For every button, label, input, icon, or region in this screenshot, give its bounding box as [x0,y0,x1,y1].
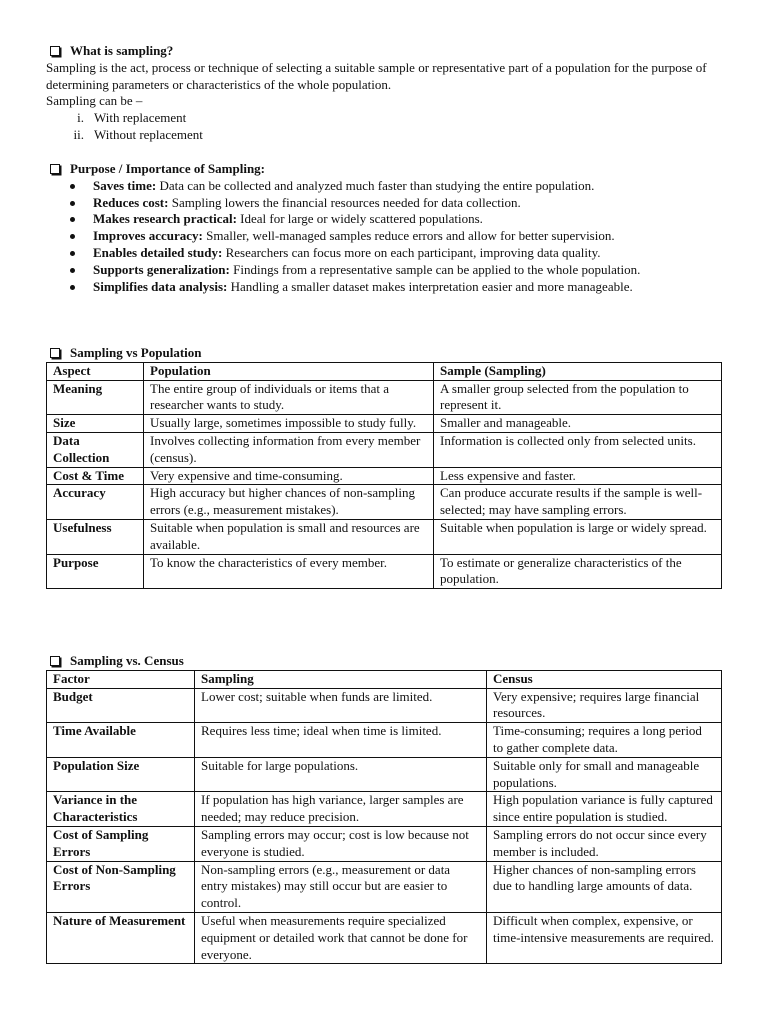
list-text: With replacement [94,110,187,126]
section-heading [46,43,726,60]
population-table [46,362,722,589]
population-section [46,345,726,589]
row-label: Cost of Sampling Errors [47,826,195,861]
table-row [47,485,722,520]
table-cell: Less expensive and faster. [434,467,722,485]
table-cell: High population variance is fully captured since entire population is studied. [487,792,722,827]
column-header: Aspect [47,362,144,380]
table-cell: To estimate or generalize characteristics of the population. [434,554,722,589]
item-text: Ideal for large or widely scattered populations. [236,211,483,227]
table-cell: Sampling errors may occur; cost is low because not everyone is studied. [195,826,487,861]
table-row [47,688,722,723]
list-item [46,245,726,262]
census-section [46,653,726,964]
row-label: Data Collection [47,432,144,467]
table-cell: Suitable when population is large or widely spread. [434,519,722,554]
table-row [47,554,722,589]
table-cell: Non-sampling errors (e.g., measurement or data entry mistakes) may still occur but are easier to control. [195,861,487,912]
row-label: Size [47,415,144,433]
heading-text: What is sampling? [70,43,174,58]
item-term: Makes research practical: [93,211,237,227]
section-heading [46,345,726,362]
column-header: Sampling [195,670,487,688]
row-label: Variance in the Characteristics [47,792,195,827]
heading-text: Sampling vs. Census [70,653,184,668]
checkbox-bullet-icon [50,46,60,56]
section-heading [46,653,726,670]
table-row [47,415,722,433]
table-row [47,912,722,963]
table-cell: Suitable only for small and manageable populations. [487,757,722,792]
table-cell: Very expensive and time-consuming. [144,467,434,485]
table-cell: Information is collected only from selected units. [434,432,722,467]
checkbox-bullet-icon [50,656,60,666]
row-label: Population Size [47,757,195,792]
list-item [46,127,726,144]
row-label: Cost of Non-Sampling Errors [47,861,195,912]
table-cell: High accuracy but higher chances of non-sampling errors (e.g., measurement mistakes). [144,485,434,520]
row-label: Usefulness [47,519,144,554]
item-text: Data can be collected and analyzed much faster than studying the entire population. [156,177,595,193]
column-header: Factor [47,670,195,688]
item-term: Supports generalization: [93,261,230,277]
list-item [46,228,726,245]
item-text: Researchers can focus more on each participant, improving data quality. [222,244,601,260]
table-cell: Involves collecting information from every member (census). [144,432,434,467]
purpose-list [46,178,726,296]
table-cell: The entire group of individuals or items that a researcher wants to study. [144,380,434,415]
table-row [47,723,722,758]
table-row [47,432,722,467]
table-cell: Suitable for large populations. [195,757,487,792]
item-term: Enables detailed study: [93,244,223,260]
table-row [47,861,722,912]
list-text: Without replacement [94,126,203,142]
row-label: Purpose [47,554,144,589]
row-label: Budget [47,688,195,723]
table-row [47,757,722,792]
column-header: Census [487,670,722,688]
list-number: ii. [73,126,84,142]
census-table [46,670,722,965]
table-cell: Lower cost; suitable when funds are limited. [195,688,487,723]
column-header: Population [144,362,434,380]
what-is-sampling-section [46,43,726,144]
list-item [46,279,726,296]
heading-text: Sampling vs Population [70,345,202,360]
purpose-section [46,161,726,295]
item-term: Improves accuracy: [93,228,203,244]
table-header-row [47,362,722,380]
table-cell: A smaller group selected from the population to represent it. [434,380,722,415]
list-number: i. [77,110,84,126]
checkbox-bullet-icon [50,348,60,358]
item-text: Smaller, well-managed samples reduce errors and allow for better supervision. [202,228,615,244]
row-label: Accuracy [47,485,144,520]
table-cell: Higher chances of non-sampling errors due to handling large amounts of data. [487,861,722,912]
item-text: Sampling lowers the financial resources needed for data collection. [168,194,521,210]
table-cell: Suitable when population is small and resources are available. [144,519,434,554]
row-label: Meaning [47,380,144,415]
row-label: Nature of Measurement [47,912,195,963]
item-term: Saves time: [93,177,157,193]
table-cell: Sampling errors do not occur since every member is included. [487,826,722,861]
sampling-types-list [46,110,726,144]
list-item [46,110,726,127]
table-header-row [47,670,722,688]
table-row [47,380,722,415]
list-item [46,195,726,212]
item-term: Reduces cost: [93,194,169,210]
item-term: Simplifies data analysis: [93,278,228,294]
heading-text: Purpose / Importance of Sampling: [70,161,265,176]
table-cell: To know the characteristics of every member. [144,554,434,589]
sampling-can-be: Sampling can be – [46,93,143,109]
row-label: Time Available [47,723,195,758]
table-cell: Useful when measurements require specialized equipment or detailed work that cannot be done for everyone. [195,912,487,963]
sampling-definition: Sampling is the act, process or technique of selecting a suitable sample or representative part of a population for the purpose of determining parameters or characteristics of the whole population. [46,59,707,92]
table-row [47,826,722,861]
table-cell: Time-consuming; requires a long period to gather complete data. [487,723,722,758]
section-heading [46,161,726,178]
checkbox-bullet-icon [50,164,60,174]
table-cell: Can produce accurate results if the sample is well-selected; may have sampling errors. [434,485,722,520]
list-item [46,178,726,195]
table-cell: Very expensive; requires large financial resources. [487,688,722,723]
column-header: Sample (Sampling) [434,362,722,380]
table-row [47,792,722,827]
table-cell: If population has high variance, larger samples are needed; may reduce precision. [195,792,487,827]
row-label: Cost & Time [47,467,144,485]
table-cell: Requires less time; ideal when time is limited. [195,723,487,758]
item-text: Findings from a representative sample can be applied to the whole population. [229,261,641,277]
table-cell: Difficult when complex, expensive, or time-intensive measurements are required. [487,912,722,963]
table-row [47,519,722,554]
table-cell: Smaller and manageable. [434,415,722,433]
table-row [47,467,722,485]
table-cell: Usually large, sometimes impossible to study fully. [144,415,434,433]
list-item [46,262,726,279]
item-text: Handling a smaller dataset makes interpretation easier and more manageable. [227,278,633,294]
list-item [46,211,726,228]
